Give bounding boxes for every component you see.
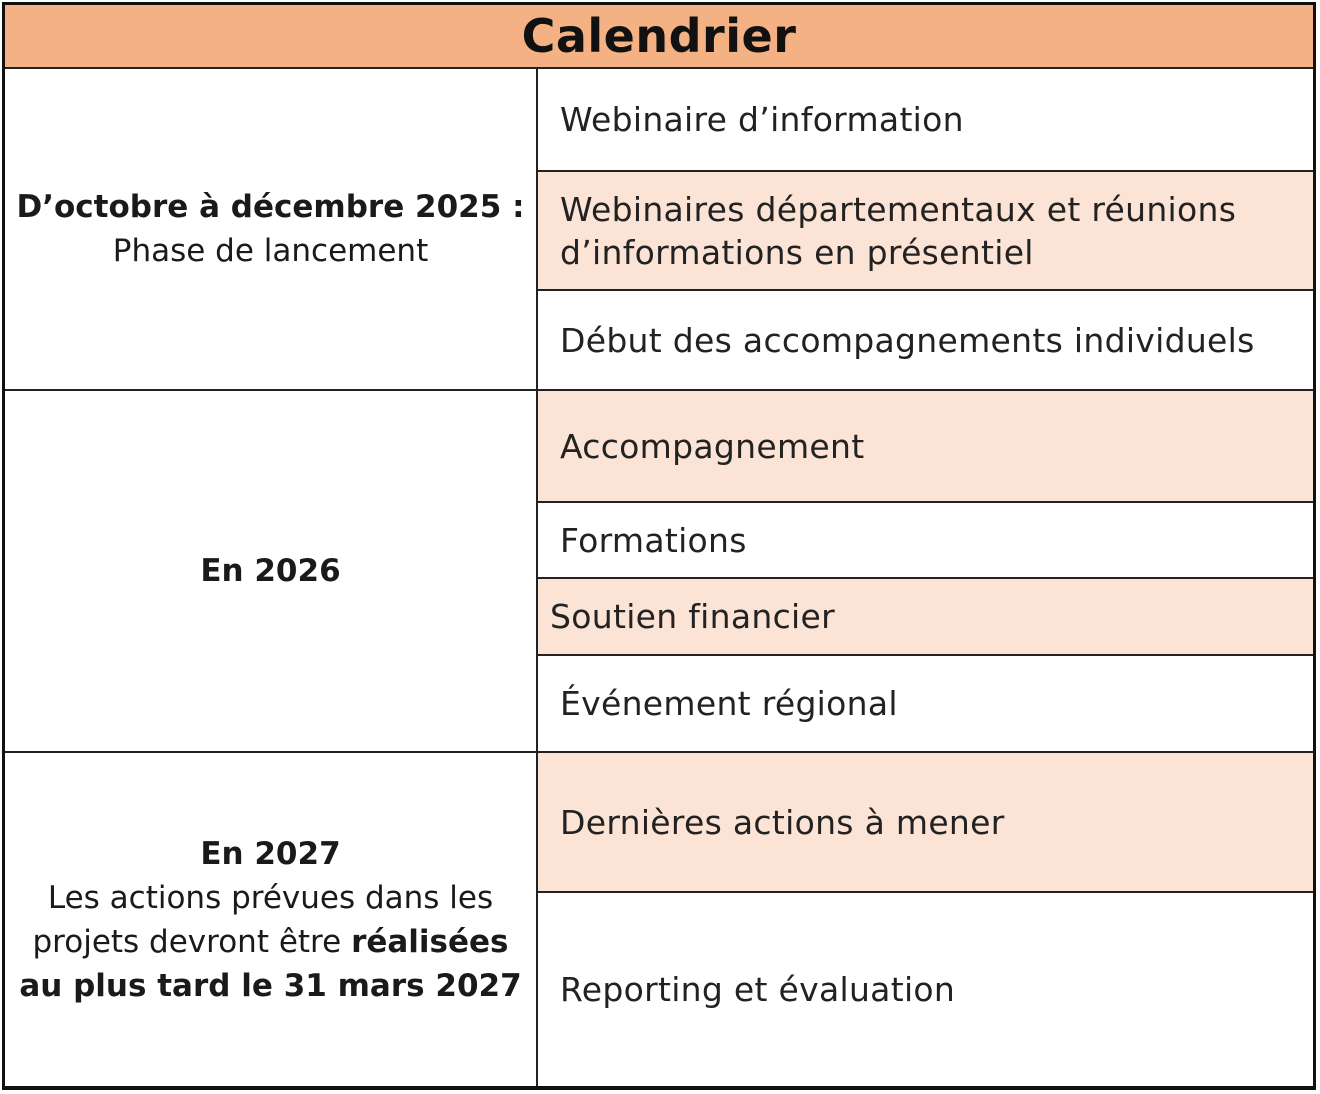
period-label: En 2027 <box>200 835 341 872</box>
list-item <box>538 753 1313 891</box>
list-item <box>538 579 1313 654</box>
period-label: En 2026 <box>200 553 341 589</box>
list-item <box>538 172 1313 289</box>
item-text: Webinaire d’information <box>560 100 964 139</box>
calendar-table <box>2 2 1316 1090</box>
item-text: Événement régional <box>560 684 898 723</box>
item-text: Webinaires départementaux et réunions d’informations en présentiel <box>560 189 1237 272</box>
list-item <box>538 656 1313 751</box>
item-text: Début des accompagnements individuels <box>560 320 1255 360</box>
item-text: Soutien financier <box>550 597 835 636</box>
period-cell-2027 <box>5 753 538 1086</box>
period-subtitle: Phase de lancement <box>112 233 429 269</box>
period-label: D’octobre à décembre 2025 : <box>16 189 525 225</box>
item-text: Formations <box>560 520 747 560</box>
list-item <box>538 893 1313 1086</box>
list-item <box>538 503 1313 577</box>
item-text: Accompagnement <box>560 426 865 466</box>
page-title: Calendrier <box>521 9 797 63</box>
note-deadline: réalisées au plus tard le 31 mars 2027 <box>19 923 522 1004</box>
deadline-note <box>19 876 522 1008</box>
list-item <box>538 291 1313 389</box>
item-text: Dernières actions à mener <box>560 802 1005 842</box>
period-cell-2025 <box>5 69 538 389</box>
item-text: Reporting et évaluation <box>560 970 956 1009</box>
note-text: Les actions prévues dans les projets devront être <box>32 879 494 960</box>
list-item <box>538 69 1313 170</box>
list-item <box>538 391 1313 501</box>
period-cell-2026 <box>5 391 538 751</box>
table-header <box>5 5 1313 69</box>
